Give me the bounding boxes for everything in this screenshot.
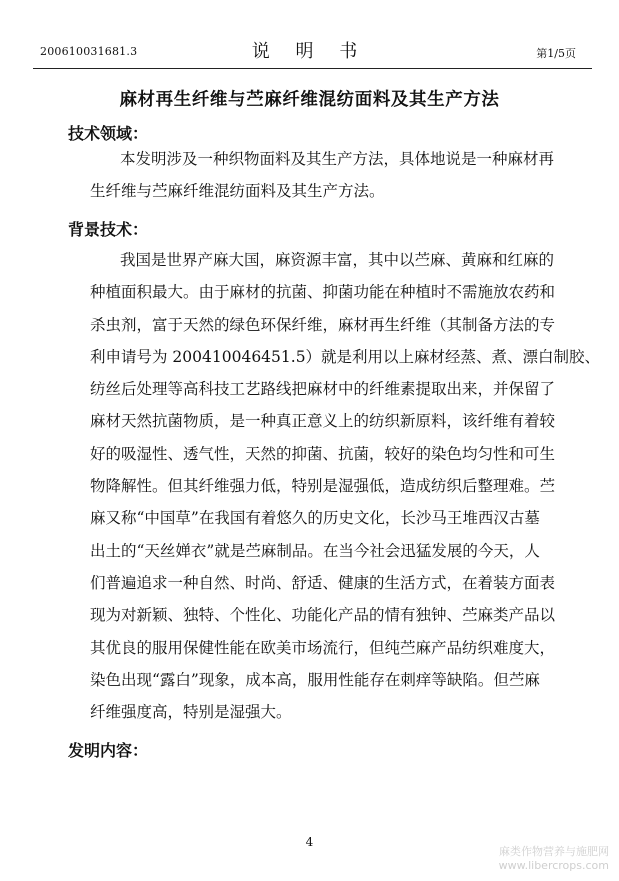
watermark-line-1: 麻类作物营养与施肥网: [499, 845, 609, 858]
watermark-line-2: www.libercrops.com: [498, 859, 609, 872]
text-line: 好的吸湿性、透气性，天然的抑菌、抗菌，较好的染色均匀性和可生: [90, 444, 556, 463]
paragraph-background: [90, 244, 601, 728]
text-line: 麻又称“中国草”在我国有着悠久的历史文化，长沙马王堆西汉古墓: [90, 509, 540, 528]
text-line: 种植面积最大。由于麻材的抗菌、抑菌功能在种植时不需施放农药和: [90, 283, 556, 302]
text-line: 杀虫剂，富于天然的绿色环保纤维，麻材再生纤维（其制备方法的专: [90, 315, 556, 334]
watermark: [499, 845, 609, 873]
text-line: 生纤维与苎麻纤维混纺面料及其生产方法。: [90, 182, 385, 201]
section-heading-background: 背景技术：: [68, 220, 149, 239]
text-line: 其优良的服用保健性能在欧美市场流行，但纯苎麻产品纺织难度大，: [90, 638, 556, 657]
text-line: 染色出现“露白”现象，成本高，服用性能存在刺痒等缺陷。但苎麻: [90, 670, 540, 689]
text-line: 出土的“天丝婵衣”就是苎麻制品。在当今社会迅猛发展的今天，人: [90, 541, 540, 560]
application-number: 200610031681.3: [40, 45, 138, 58]
header-divider: [33, 68, 592, 69]
text-line: 们普遍追求一种自然、时尚、舒适、健康的生活方式，在着装方面表: [90, 573, 556, 592]
section-heading-technical-field: 技术领域：: [68, 124, 149, 143]
text-line: 我国是世界产麻大国，麻资源丰富，其中以苎麻、黄麻和红麻的: [120, 251, 555, 269]
document-title: 麻材再生纤维与苎麻纤维混纺面料及其生产方法: [119, 90, 500, 110]
header-title: 说 明 书: [251, 41, 368, 62]
text-line: 纺丝后处理等高科技工艺路线把麻材中的纤维素提取出来，并保留了: [90, 380, 556, 399]
text-line: 物降解性。但其纤维强力低，特别是湿强低，造成纺织后整理难。苎: [90, 477, 556, 496]
text-line: 纤维强度高，特别是湿强大。: [90, 703, 292, 722]
section-heading-invention-content: 发明内容：: [68, 741, 149, 760]
page-indicator: 第1/5页: [536, 47, 576, 60]
text-line: 麻材天然抗菌物质，是一种真正意义上的纺织新原料，该纤维有着较: [90, 412, 556, 431]
text-line: 现为对新颖、独特、个性化、功能化产品的情有独钟、苎麻类产品以: [90, 606, 556, 625]
text-line: 利申请号为 200410046451.5）就是利用以上麻材经蒸、煮、漂白制胶、: [90, 347, 601, 366]
paragraph-technical-field: [90, 143, 555, 208]
text-line: 本发明涉及一种织物面料及其生产方法，具体地说是一种麻材再: [120, 150, 555, 168]
page-number: 4: [305, 835, 314, 849]
